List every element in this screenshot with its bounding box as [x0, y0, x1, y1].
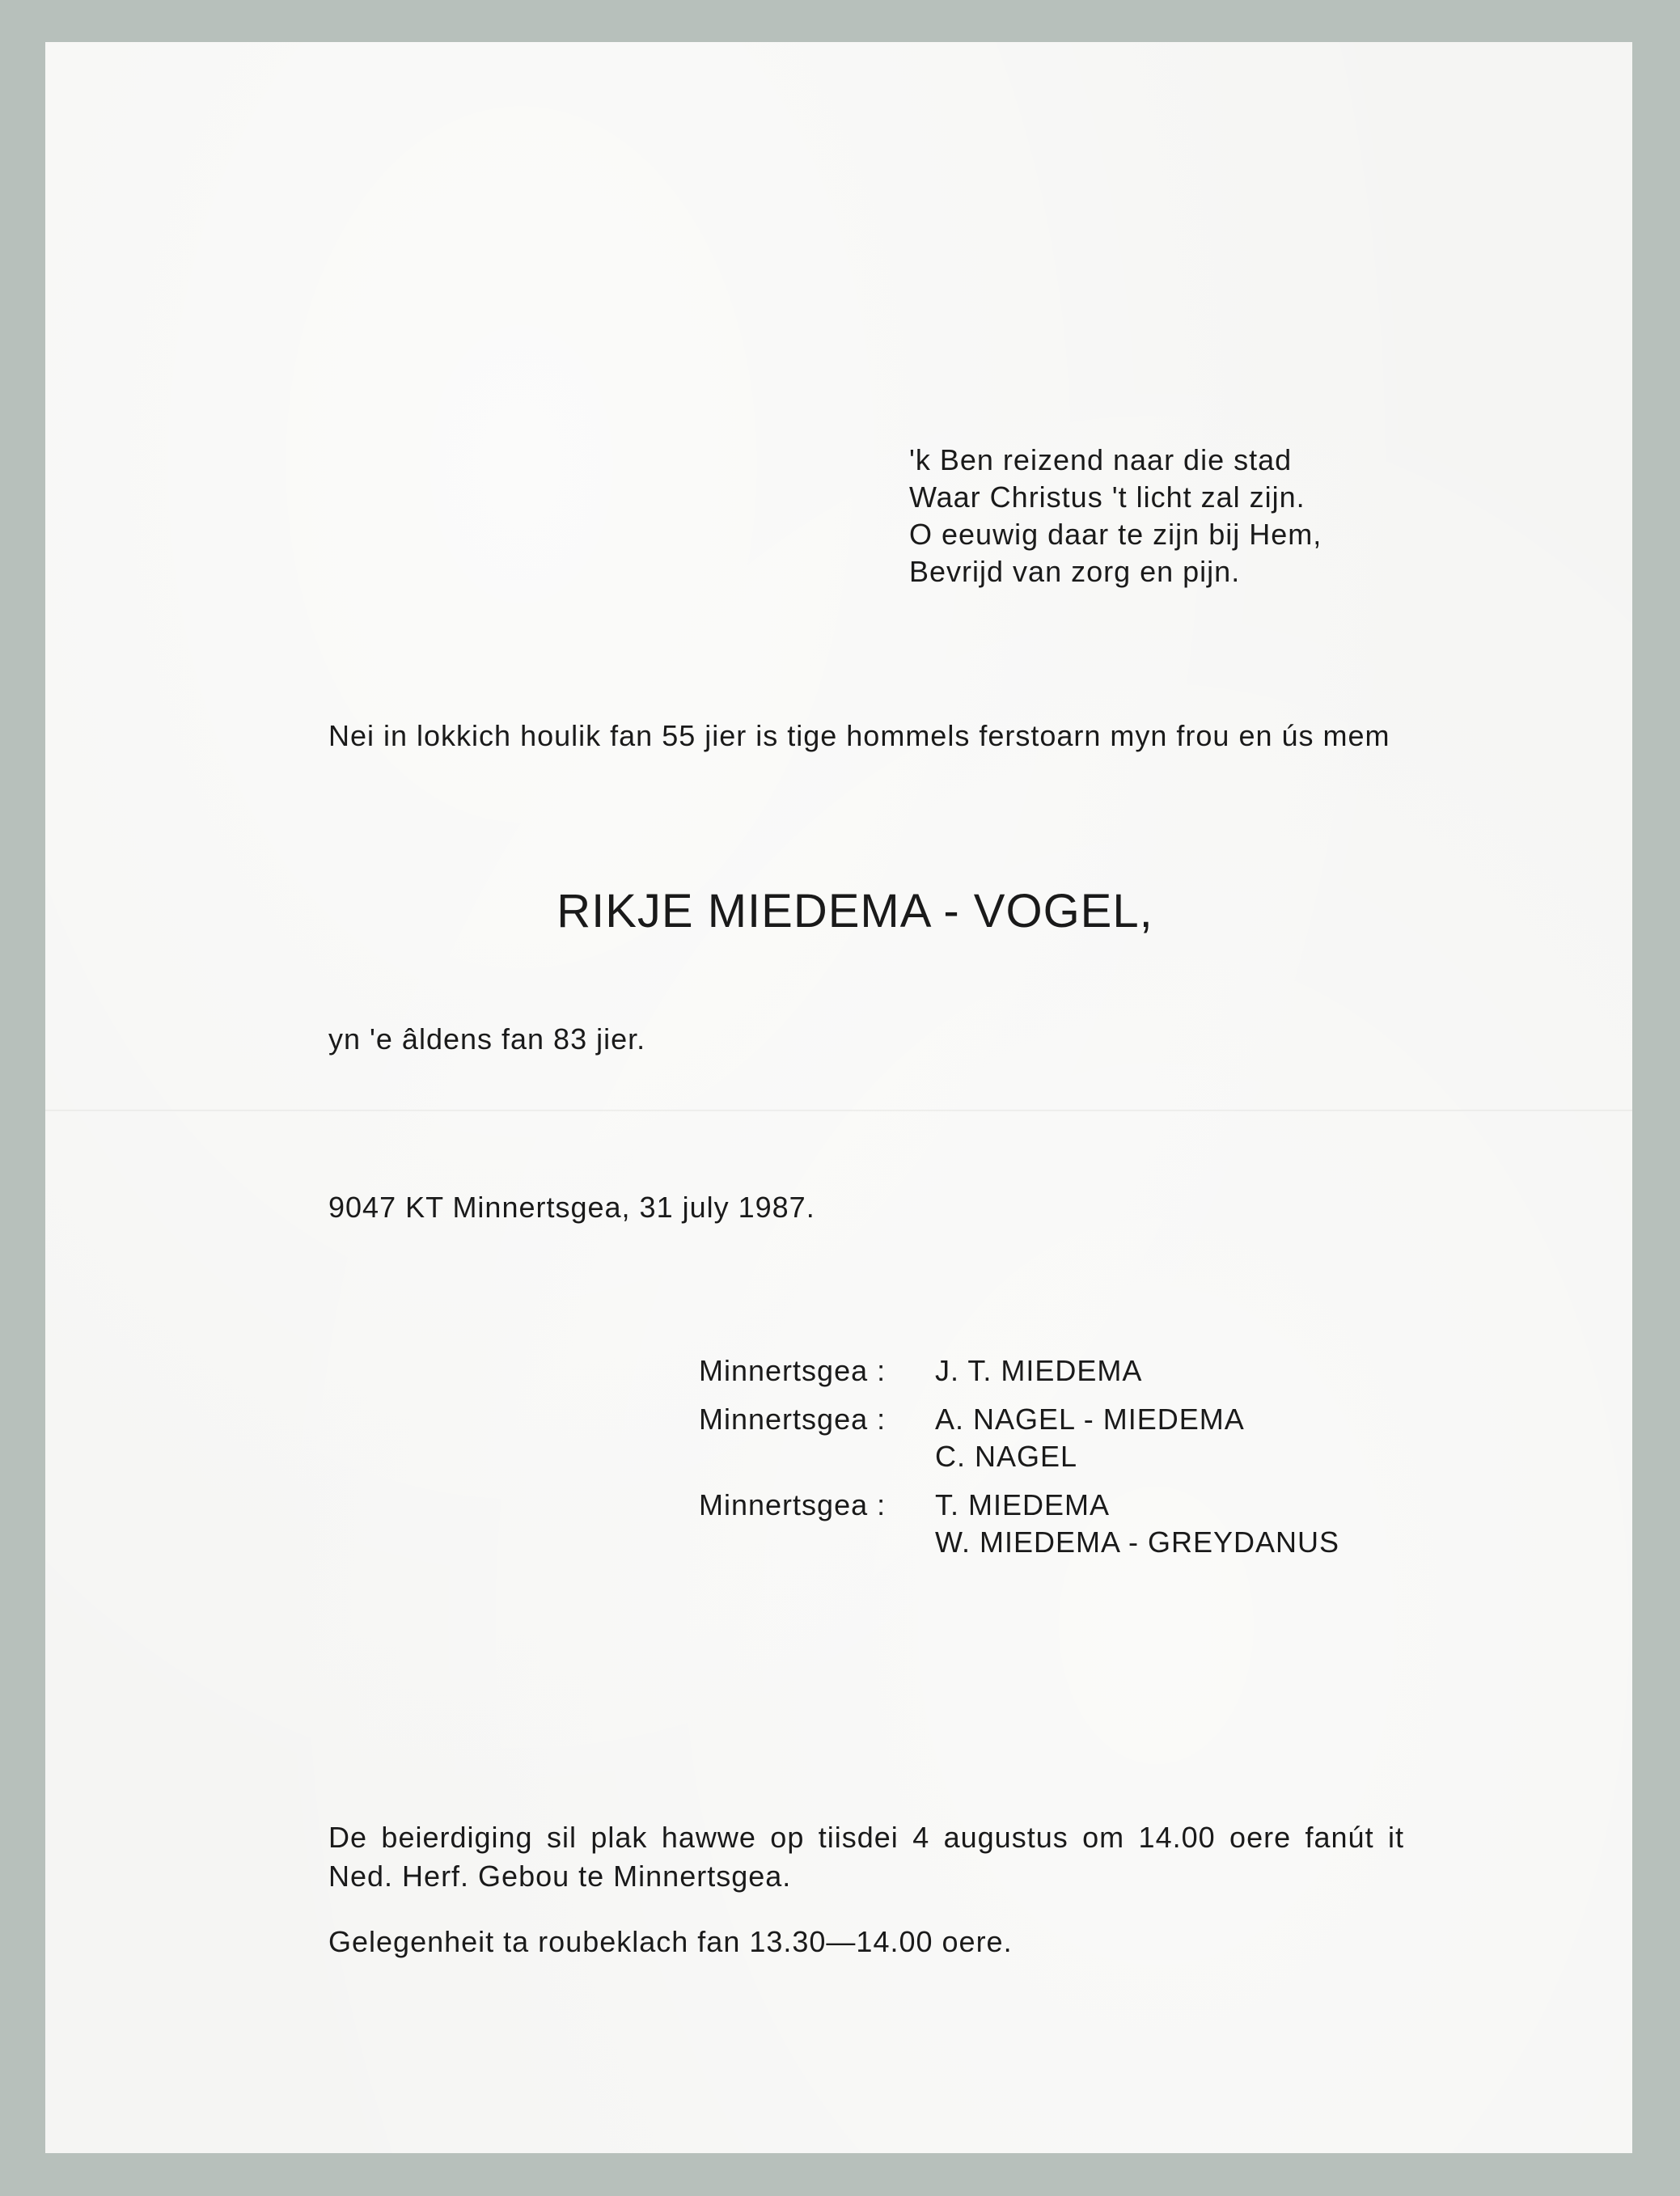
poem-line: Bevrijd van zorg en pijn.: [909, 555, 1241, 588]
family-place: Minnertsgea :: [699, 1488, 887, 1521]
paper-fold-line: [45, 1110, 1632, 1112]
family-name: J. T. MIEDEMA: [935, 1354, 1143, 1387]
document-page: [45, 42, 1632, 2153]
family-group: [699, 1352, 1339, 1390]
funeral-details: De beierdiging sil plak hawwe op tiisdei 4 augustus om 14.00 oere fanút it Ned. Herf. Gebou te Minnertsgea.: [328, 1821, 1404, 1893]
family-name: C. NAGEL: [935, 1440, 1078, 1473]
family-place: Minnertsgea :: [699, 1403, 887, 1436]
poem-verse: [909, 442, 1322, 590]
family-group: [699, 1487, 1339, 1561]
family-name: T. MIEDEMA: [935, 1488, 1111, 1521]
poem-line: O eeuwig daar te zijn bij Hem,: [909, 518, 1322, 551]
place-date: 9047 KT Minnertsgea, 31 july 1987.: [328, 1191, 815, 1224]
poem-line: Waar Christus 't licht zal zijn.: [909, 480, 1305, 514]
family-place: Minnertsgea :: [699, 1354, 887, 1387]
visitation-details: Gelegenheit ta roubeklach fan 13.30—14.00 oere.: [328, 1925, 1013, 1958]
family-name: A. NAGEL - MIEDEMA: [935, 1403, 1245, 1436]
family-list: [699, 1352, 1339, 1572]
family-group: [699, 1401, 1339, 1475]
age-line: yn 'e âldens fan 83 jier.: [328, 1022, 646, 1056]
deceased-name: RIKJE MIEDEMA - VOGEL,: [556, 885, 1153, 937]
family-name: W. MIEDEMA - GREYDANUS: [935, 1525, 1340, 1559]
announcement-intro: Nei in lokkich houlik fan 55 jier is tige hommels ferstoarn myn frou en ús mem: [328, 719, 1390, 752]
poem-line: 'k Ben reizend naar die stad: [909, 443, 1293, 476]
